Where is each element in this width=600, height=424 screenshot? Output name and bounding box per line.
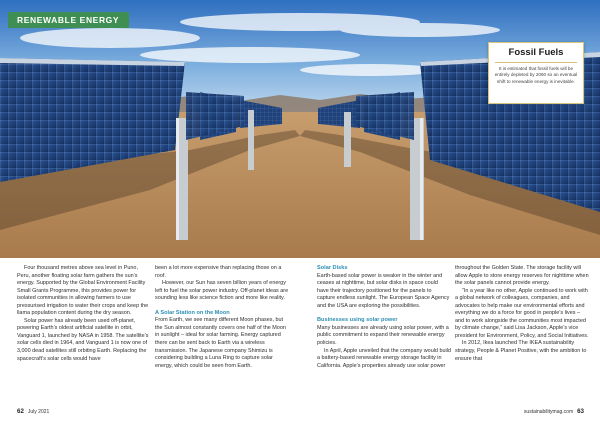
- paragraph: been a lot more expensive than replacing those on a roof.: [155, 265, 282, 279]
- callout-title: Fossil Fuels: [508, 47, 564, 58]
- issue-date: July 2021: [27, 409, 50, 415]
- text-column-2: [155, 265, 289, 370]
- paragraph: throughout the Golden State. The storage facility will allow Apple to store energy reserves for nighttime when the solar panels cannot provide energy.: [455, 265, 589, 287]
- callout-body: It is estimated that fossil fuels will be entirely depleted by 2060 so an eventual shift to renewable energy is inevitable.: [494, 66, 578, 84]
- paragraph: From Earth, we see many different Moon phases, but the Sun almost constantly covers one half of the Moon in sunlight – ideal for solar farming. Energy captured there can be sent back to Earth via a wireless transmission. The Japanese company Shimizu is considering building a Luna Ring to capture solar energy, which could be seen from Earth.: [155, 317, 286, 369]
- subheading: Solar Disks: [317, 265, 348, 271]
- subheading: Businesses using solar power: [317, 317, 398, 324]
- paragraph: In 2012, Ikea launched The IKEA sustainability strategy, People & Planet Positive, with the ambition to ensure that: [455, 340, 587, 362]
- paragraph: In April, Apple unveiled that the company would build a battery-based renewable energy storage facility in California. Apple’s properties already use solar power: [317, 347, 451, 369]
- paragraph: Solar power has already been used off-planet, powering Earth’s oldest artificial satellite in orbit, Vanguard 1, launched by NASA in 1958. The satellite’s solar cells died in 1964, and Vanguard 1 is now one of 3,000 dead satellites still orbiting Earth. Replacing the spacecraft’s solar cells would have: [17, 317, 149, 362]
- paragraph: “In a year like no other, Apple continued to work with a global network of colleagues, companies, and advocates to help make our environmental efforts and everything we do a force for good in people’s lives – and to work alongside the communities most impacted by climate change,” said Lisa Jackson, Apple’s vice president for Environment, Policy, and Social Initiatives.: [455, 287, 589, 339]
- paragraph: Many businesses are already using solar power, with a public commitment to expand their renewable energy policies.: [317, 324, 449, 347]
- text-column-1: [17, 265, 151, 363]
- text-column-4: [455, 265, 589, 363]
- section-tag: RENEWABLE ENERGY: [8, 12, 129, 28]
- page-number-left: 62: [17, 408, 24, 415]
- paragraph: However, our Sun has seven billion years of energy left to fuel the solar power industry. Off-planet ideas are sounding less like science fiction and more like reality.: [155, 280, 289, 302]
- footer-left: [17, 408, 49, 416]
- fossil-fuels-callout: [488, 42, 584, 104]
- site-url: sustainabilitymag.com: [523, 409, 574, 415]
- paragraph: Earth-based solar power is weaker in the winter and ceases at nighttime, but solar disks in space could have their trajectory positioned for the panels to capture endless sunlight. The European Space Agency and the USA are exploring the possibilities.: [317, 272, 450, 309]
- callout-divider: [495, 62, 577, 63]
- paragraph: Four thousand metres above sea level in Puno, Peru, another floating solar farm gathers the sun’s energy. Supported by the Global Environment Facility Small Grants Programme, this provides power for isolated communities in allowing farmers to use pressurised irrigation to water their crops and keep the llama population content during the dry season.: [17, 265, 149, 317]
- footer-right: [524, 408, 584, 416]
- page-number-right: 63: [577, 408, 584, 415]
- text-column-3: [317, 265, 451, 370]
- subheading: A Solar Station on the Moon: [155, 309, 230, 316]
